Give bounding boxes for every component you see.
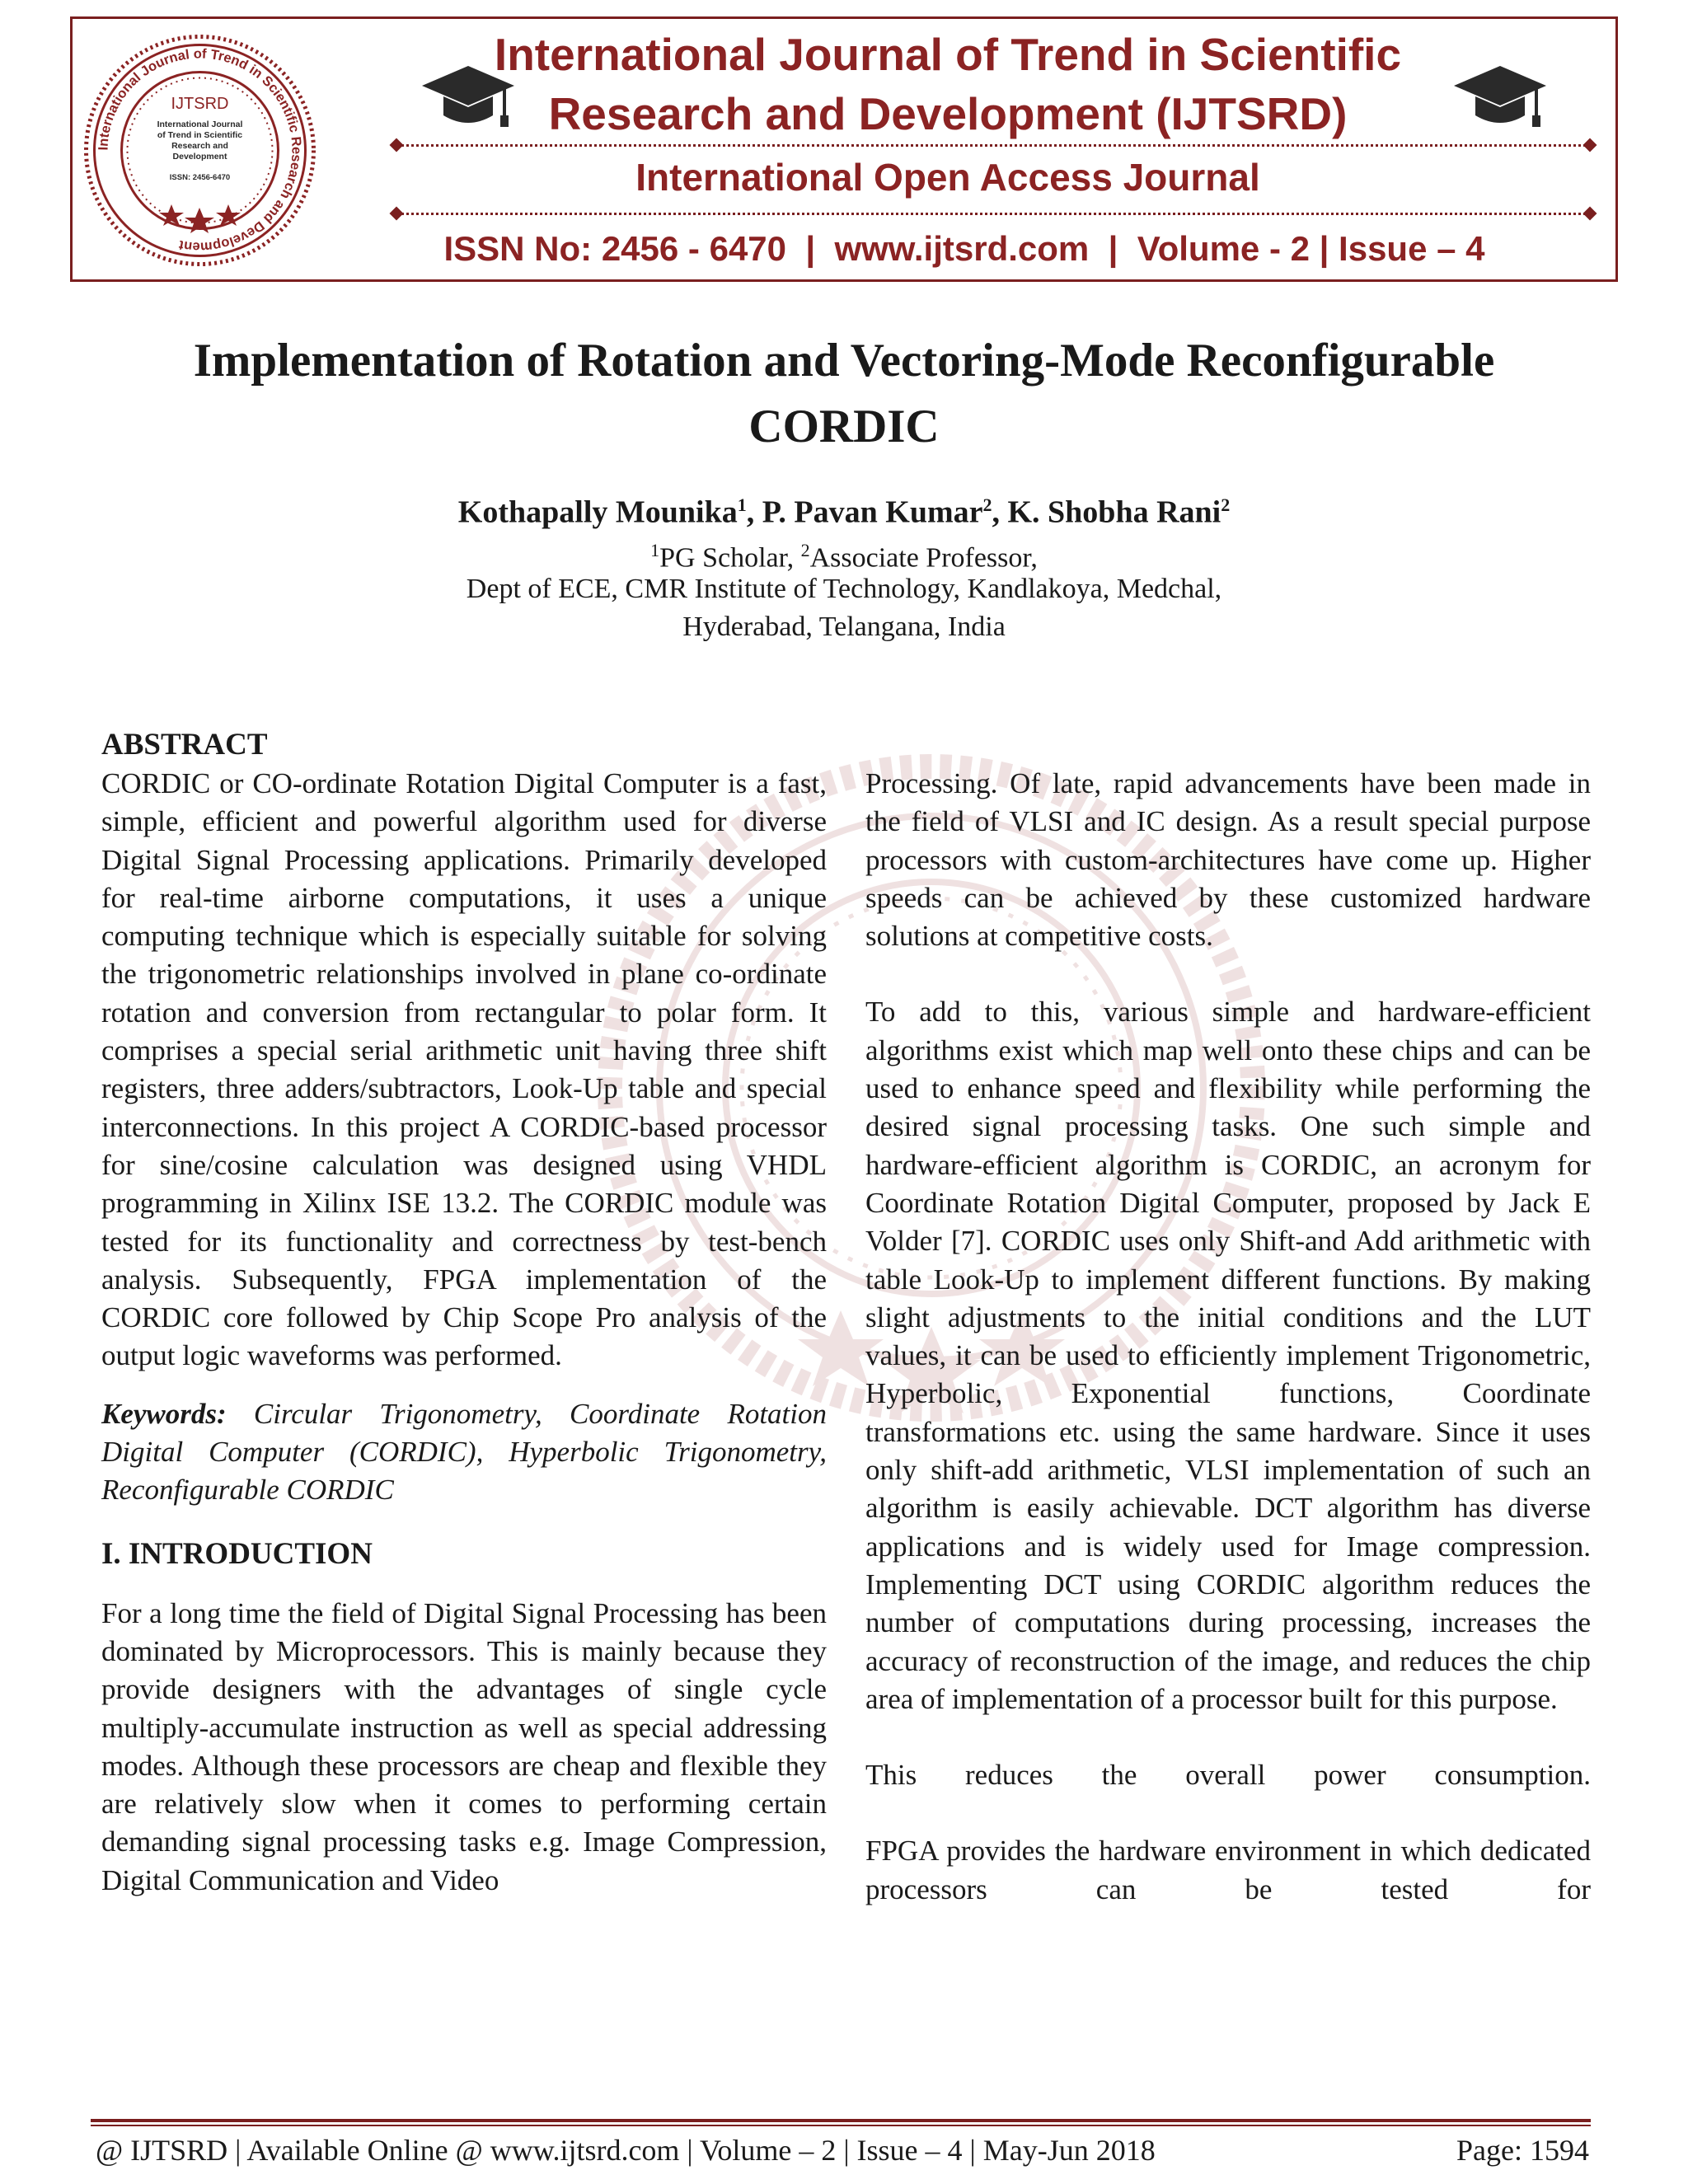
issn-volume-line: ISSN No: 2456 - 6470 | www.ijtsrd.com | Volume - 2 | Issue – 4 bbox=[443, 229, 1485, 268]
logo-line-1: International Journal bbox=[157, 120, 243, 129]
body-paragraph: Processing. Of late, rapid advancements have been made in the field of VLSI and IC design. As a result special purpose processors with custom-architectures have come up. Higher speeds can be achieved by these customized hardware solutions at competitive costs. bbox=[865, 767, 1591, 953]
affiliation-department: Dept of ECE, CMR Institute of Technology, Kandlakoya, Medchal, bbox=[466, 574, 1222, 604]
role-sup: 2 bbox=[800, 540, 810, 560]
logo-issn: ISSN: 2456-6470 bbox=[169, 173, 231, 182]
keywords bbox=[101, 1395, 827, 1510]
journal-title-line-1: International Journal of Trend in Scientific bbox=[494, 29, 1402, 80]
logo-line-2: of Trend in Scientific bbox=[157, 130, 243, 140]
keywords-label: Keywords: bbox=[101, 1397, 227, 1430]
keywords-text: Circular Trigonometry, Coordinate Rotation Digital Computer (CORDIC), Hyperbolic Trigonometry, Reconfigurable CORDIC bbox=[101, 1397, 827, 1507]
logo-line-3: Research and bbox=[171, 141, 228, 151]
author-list: Kothapally Mounika$^1$, P. Pavan Kumar$^2$, K. Shobha Rani$^2$ bbox=[457, 494, 1231, 530]
graduation-cap-icon bbox=[1451, 59, 1550, 134]
author-name: Kothapally Mounika bbox=[457, 494, 738, 530]
body-paragraph: To add to this, various simple and hardware-efficient algorithms exist which map well onto these chips and can be used to enhance speed and flexibility while performing the desired signal processing tasks. One such simple and hardware-efficient algorithm is CORDIC, an acronym for Coordinate Rotation Digital Computer, proposed by Jack E Volder [7]. CORDIC uses only Shift-and Add arithmetic with table Look-Up to implement different functions. By making slight adjustments to the initial conditions and the LUT values, it can be used to efficiently implement Trigonometric, Hyperbolic, Exponential functions, Coordinate transformations etc. using the same hardware. Since it uses only shift-add arithmetic, VLSI implementation of such an algorithm is easily achievable. DCT algorithm has diverse applications and is widely used for Image compression. Implementing DCT using CORDIC algorithm reduces the number of computations during processing, increases the accuracy of reconstruction of the image, and reduces the chip area of implementation of a processor built for this purpose. bbox=[865, 996, 1591, 1715]
abstract-text: CORDIC or CO-ordinate Rotation Digital Computer is a fast, simple, efficient and powerful algorithm used for diverse Digital Signal Processing applications. Primarily developed for real-time airborne computations, it uses a unique computing technique which is especially suitable for solving the trigonometric relationships involved in plane co-ordinate rotation and conversion from rectangular to polar form. It comprises a special serial arithmetic unit having three shift registers, three adders/subtractors, Look-Up table and special interconnections. In this project A CORDIC-based processor for sine/cosine calculation was designed using VHDL programming in Xilinx ISE 13.2. The CORDIC module was tested for its functionality and correctness by test-bench analysis. Subsequently, FPGA implementation of the CORDIC core followed by Chip Scope Pro analysis of the output logic waveforms was performed. bbox=[101, 767, 827, 1372]
logo-line-4: Development bbox=[172, 152, 227, 162]
journal-subtitle: International Open Access Journal bbox=[635, 156, 1260, 199]
header-divider bbox=[396, 144, 1591, 147]
logo-abbr: IJTSRD bbox=[171, 95, 229, 113]
author-sup: 2 bbox=[982, 494, 992, 515]
paper-title-line-1: Implementation of Rotation and Vectoring-Mode Reconfigurable bbox=[193, 335, 1495, 387]
page-number: Page: 1594 bbox=[1456, 2134, 1589, 2167]
author-name: P. Pavan Kumar bbox=[762, 494, 983, 530]
footer-citation: @ IJTSRD | Available Online @ www.ijtsrd.com | Volume – 2 | Issue – 4 | May-Jun 2018 bbox=[96, 2134, 1156, 2167]
left-column bbox=[101, 725, 827, 1900]
paper-title-line-2: CORDIC bbox=[748, 401, 940, 452]
introduction-heading: I. INTRODUCTION bbox=[101, 1536, 373, 1571]
author-sup: 1 bbox=[737, 494, 747, 515]
role-sup: 1 bbox=[650, 540, 660, 560]
journal-title-line-2: Research and Development (IJTSRD) bbox=[548, 88, 1348, 139]
header-divider bbox=[396, 213, 1591, 215]
footer-rule bbox=[91, 2119, 1591, 2122]
affiliation-location: Hyderabad, Telangana, India bbox=[682, 612, 1006, 642]
logo-ring-text: International Journal of Trend in Scientific Research and Development bbox=[96, 46, 304, 255]
abstract-heading: ABSTRACT bbox=[101, 728, 268, 762]
author-name: K. Shobha Rani bbox=[1007, 494, 1221, 530]
footer-rule bbox=[91, 2125, 1591, 2126]
paper-title bbox=[99, 328, 1589, 460]
introduction-text: For a long time the field of Digital Signal Processing has been dominated by Microprocessors. This is mainly because they provide designers with the advantages of single cycle multiply-accumulate instruction as well as special addressing modes. Although these processors are cheap and flexible they are relatively slow when it comes to performing certain demanding signal processing tasks e.g. Image Compression, Digital Communication and Video bbox=[101, 1596, 827, 1896]
body-paragraph: FPGA provides the hardware environment in which dedicated processors can be tested for bbox=[865, 1835, 1591, 1905]
ijtsrd-logo-seal bbox=[82, 33, 317, 268]
role-text: Associate Professor, bbox=[809, 542, 1038, 574]
body-paragraph: This reduces the overall power consumption. bbox=[865, 1759, 1591, 1792]
role-text: PG Scholar, bbox=[659, 542, 801, 574]
author-sup: 2 bbox=[1221, 494, 1231, 515]
right-column bbox=[865, 765, 1591, 1909]
